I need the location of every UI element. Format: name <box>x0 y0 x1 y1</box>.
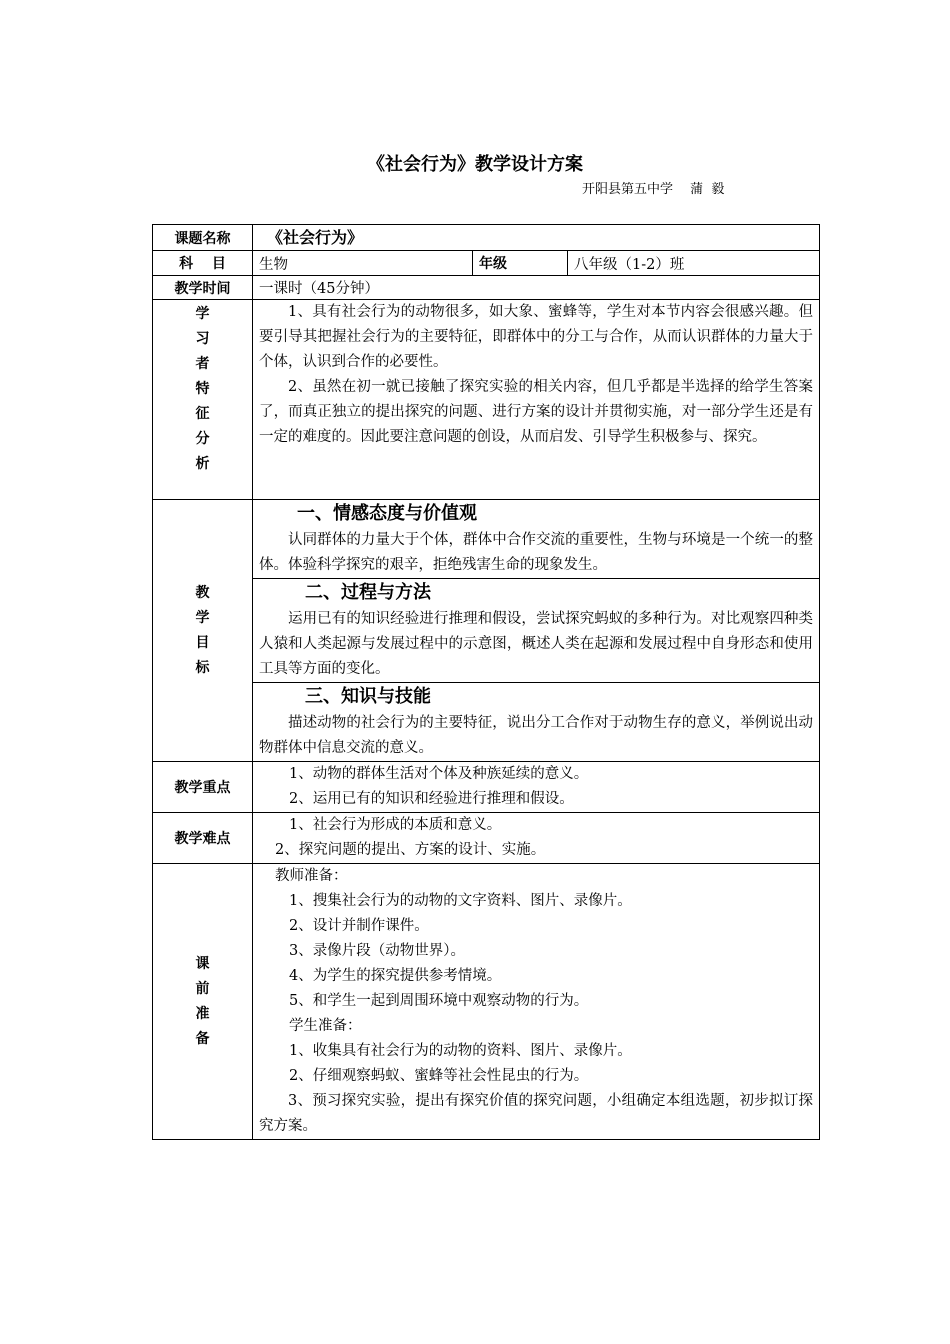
row-course-name <box>153 225 820 251</box>
teacher-prep-title: 教师准备： <box>275 868 348 884</box>
label-char: 准 <box>195 1005 210 1022</box>
goal-text: 运用已有的知识经验进行推理和假设，尝试探究蚂蚁的多种行为。对比观察四种类人猿和人类起源与发展过程中的示意图，概述人类在起源和发展过程中自身形态和使用工具等方面的变化。 <box>259 611 814 677</box>
document-title: 《社会行为》教学设计方案 <box>367 154 583 175</box>
row-subject <box>153 251 820 276</box>
label-char: 析 <box>195 456 210 472</box>
learner-paragraph: 1、具有社会行为的动物很多，如大象、蜜蜂等，学生对本节内容会很感兴趣。但要引导其把握社会行为的主要特征，即群体中的分工与合作，从而认识群体的力量大于个体，认识到合作的必要性。 <box>259 304 814 370</box>
row-learner-analysis <box>153 300 820 500</box>
teacher-prep-item: 5、和学生一起到周围环境中观察动物的行为。 <box>289 993 589 1009</box>
grade-value: 八年级（1-2）班 <box>568 251 820 276</box>
student-prep-item: 1、收集具有社会行为的动物的资料、图片、录像片。 <box>289 1043 632 1059</box>
preparation-label <box>153 864 253 1140</box>
grade-label: 年级 <box>473 251 568 276</box>
course-label: 课题名称 <box>153 225 253 251</box>
row-teaching-goals <box>153 500 820 762</box>
student-prep-item: 2、仔细观察蚂蚁、蜜蜂等社会性昆虫的行为。 <box>289 1068 589 1084</box>
key-point: 1、动物的群体生活对个体及种族延续的意义。 <box>289 766 589 782</box>
teacher-prep-item: 2、设计并制作课件。 <box>289 918 429 934</box>
goal-emotion <box>253 500 819 578</box>
goal-text: 描述动物的社会行为的主要特征，说出分工合作对于动物生存的意义，举例说出动物群体中信息交流的意义。 <box>259 715 814 756</box>
preparation-content <box>253 864 820 1140</box>
label-char: 学 <box>195 609 210 626</box>
time-value: 一课时（45分钟） <box>253 276 820 300</box>
author-line: 开阳县第五中学 蒲 毅 <box>582 182 725 197</box>
teacher-prep-item: 4、为学生的探究提供参考情境。 <box>289 968 502 984</box>
subject-value: 生物 <box>253 251 473 276</box>
label-char: 习 <box>195 331 210 347</box>
lesson-plan-table <box>152 224 820 1140</box>
goal-knowledge <box>253 682 819 761</box>
difficult-point: 1、社会行为形成的本质和意义。 <box>289 817 502 833</box>
subject-label: 科 目 <box>153 251 253 276</box>
time-label: 教学时间 <box>153 276 253 300</box>
key-points-content <box>253 762 820 813</box>
row-difficult-points <box>153 813 820 864</box>
key-points-label: 教学重点 <box>153 762 253 813</box>
student-prep-title: 学生准备： <box>289 1018 362 1034</box>
label-char: 教 <box>195 584 210 601</box>
label-char: 前 <box>195 980 210 997</box>
label-char: 标 <box>195 659 210 676</box>
label-char: 课 <box>195 955 210 972</box>
difficult-points-content <box>253 813 820 864</box>
label-char: 特 <box>195 381 210 397</box>
label-char: 学 <box>195 306 210 322</box>
goal-text: 认同群体的力量大于个体，群体中合作交流的重要性，生物与环境是一个统一的整体。体验科学探究的艰辛，拒绝残害生命的现象发生。 <box>259 532 814 573</box>
teacher-prep-item: 3、录像片段（动物世界）。 <box>289 943 465 959</box>
label-char: 分 <box>195 431 210 447</box>
label-char: 者 <box>195 356 210 372</box>
learner-paragraph: 2、虽然在初一就已接触了探究实验的相关内容，但几乎都是半选择的给学生答案了，而真正独立的提出探究的问题、进行方案的设计并贯彻实施，对一部分学生还是有一定的难度的。因此要注意问题的创设，从而启发、引导学生积极参与、探究。 <box>259 379 814 445</box>
learner-analysis-content <box>253 300 820 500</box>
label-char: 目 <box>195 634 210 651</box>
teaching-goals-label <box>153 500 253 762</box>
row-time <box>153 276 820 300</box>
row-preparation <box>153 864 820 1140</box>
difficult-points-label: 教学难点 <box>153 813 253 864</box>
course-value: 《社会行为》 <box>253 225 820 251</box>
goal-process <box>253 578 819 682</box>
learner-analysis-label <box>153 300 253 500</box>
student-prep-item: 3、预习探究实验，提出有探究价值的探究问题，小组确定本组选题，初步拟订探究方案。 <box>259 1093 814 1134</box>
goal-heading: 二、过程与方法 <box>305 582 431 603</box>
goal-heading: 一、情感态度与价值观 <box>297 503 477 524</box>
teaching-goals-content <box>253 500 820 762</box>
label-char: 备 <box>195 1030 210 1047</box>
difficult-point: 2、探究问题的提出、方案的设计、实施。 <box>275 842 546 858</box>
teacher-prep-item: 1、搜集社会行为的动物的文字资料、图片、录像片。 <box>289 893 632 909</box>
goal-heading: 三、知识与技能 <box>305 686 431 707</box>
row-key-points <box>153 762 820 813</box>
label-char: 征 <box>195 406 210 422</box>
key-point: 2、运用已有的知识和经验进行推理和假设。 <box>289 791 574 807</box>
